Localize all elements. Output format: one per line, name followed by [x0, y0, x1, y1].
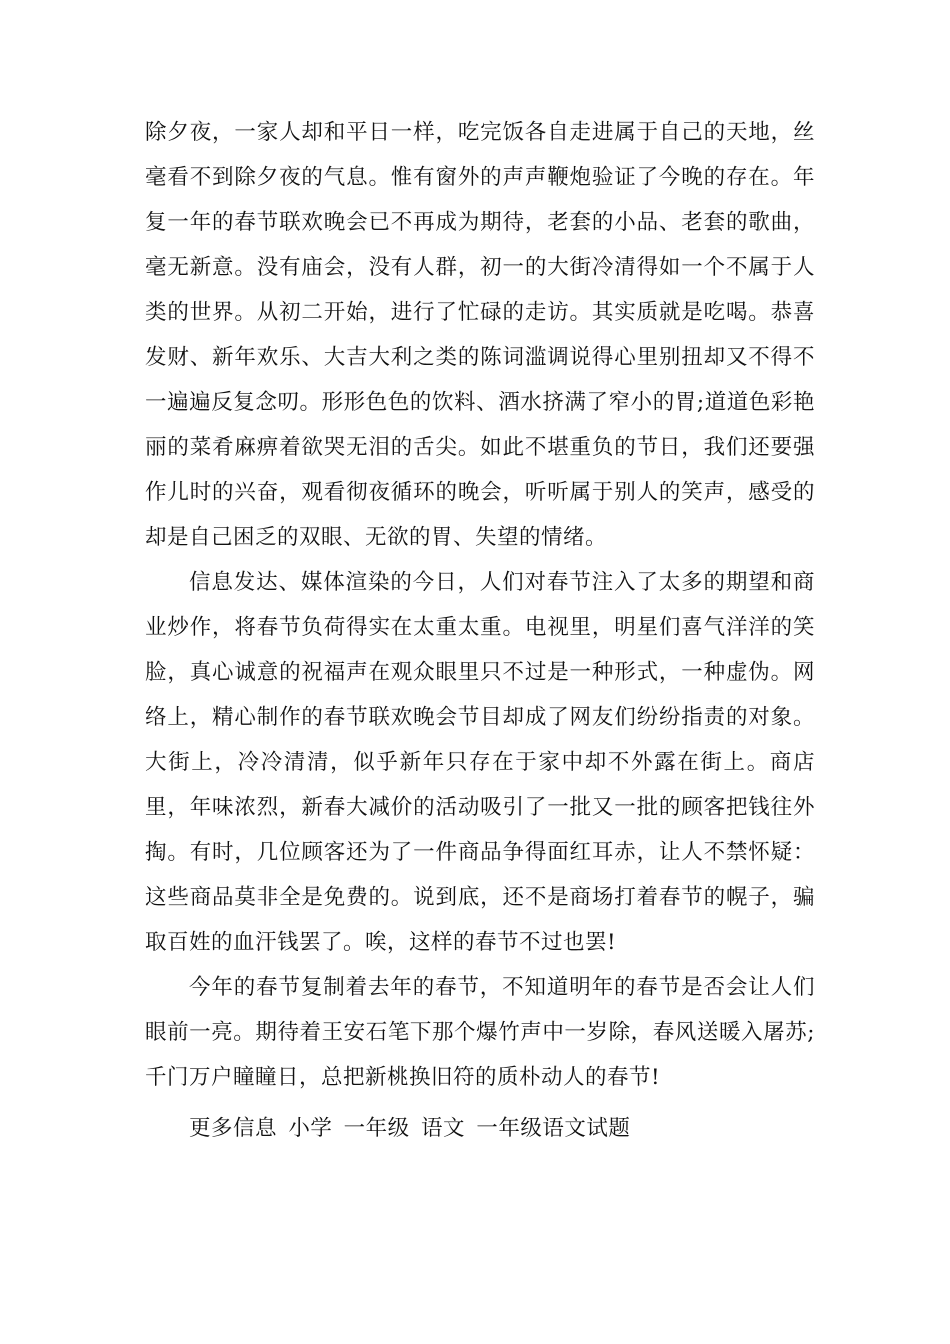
- paragraph-2: 信息发达、媒体渲染的今日，人们对春节注入了太多的期望和商业炒作，将春节负荷得实在太重太重。电视里，明星们喜气洋洋的笑脸，真心诚意的祝福声在观众眼里只不过是一种形式，一种虚伪。网络上，精心制作的春节联欢晚会节目却成了网友们纷纷指责的对象。大街上，冷冷清清，似乎新年只存在于家中却不外露在街上。商店里，年味浓烈，新春大减价的活动吸引了一批又一批的顾客把钱往外掏。有时，几位顾客还为了一件商品争得面红耳赤，让人不禁怀疑：这些商品莫非全是免费的。说到底，还不是商场打着春节的幌子，骗取百姓的血汗钱罢了。唉，这样的春节不过也罢!: [145, 570, 815, 955]
- paragraph-1: 除夕夜，一家人却和平日一样，吃完饭各自走进属于自己的天地，丝毫看不到除夕夜的气息。惟有窗外的声声鞭炮验证了今晚的存在。年复一年的春节联欢晚会已不再成为期待，老套的小品、老套的歌曲，毫无新意。没有庙会，没有人群，初一的大街冷清得如一个不属于人类的世界。从初二开始，进行了忙碌的走访。其实质就是吃喝。恭喜发财、新年欢乐、大吉大利之类的陈词滥调说得心里别扭却又不得不一遍遍反复念叨。形形色色的饮料、酒水挤满了窄小的胃;道道色彩艳丽的菜肴麻痹着欲哭无泪的舌尖。如此不堪重负的节日，我们还要强作儿时的兴奋，观看彻夜循环的晚会，听听属于别人的笑声，感受的却是自己困乏的双眼、无欲的胃、失望的情绪。: [145, 120, 815, 550]
- paragraph-3: 今年的春节复制着去年的春节，不知道明年的春节是否会让人们眼前一亮。期待着王安石笔下那个爆竹声中一岁除，春风送暖入屠苏;千门万户瞳瞳日，总把新桃换旧符的质朴动人的春节!: [145, 975, 815, 1090]
- article-body: [145, 110, 815, 1151]
- more-info-line: 更多信息 小学 一年级 语文 一年级语文试题: [189, 1116, 631, 1141]
